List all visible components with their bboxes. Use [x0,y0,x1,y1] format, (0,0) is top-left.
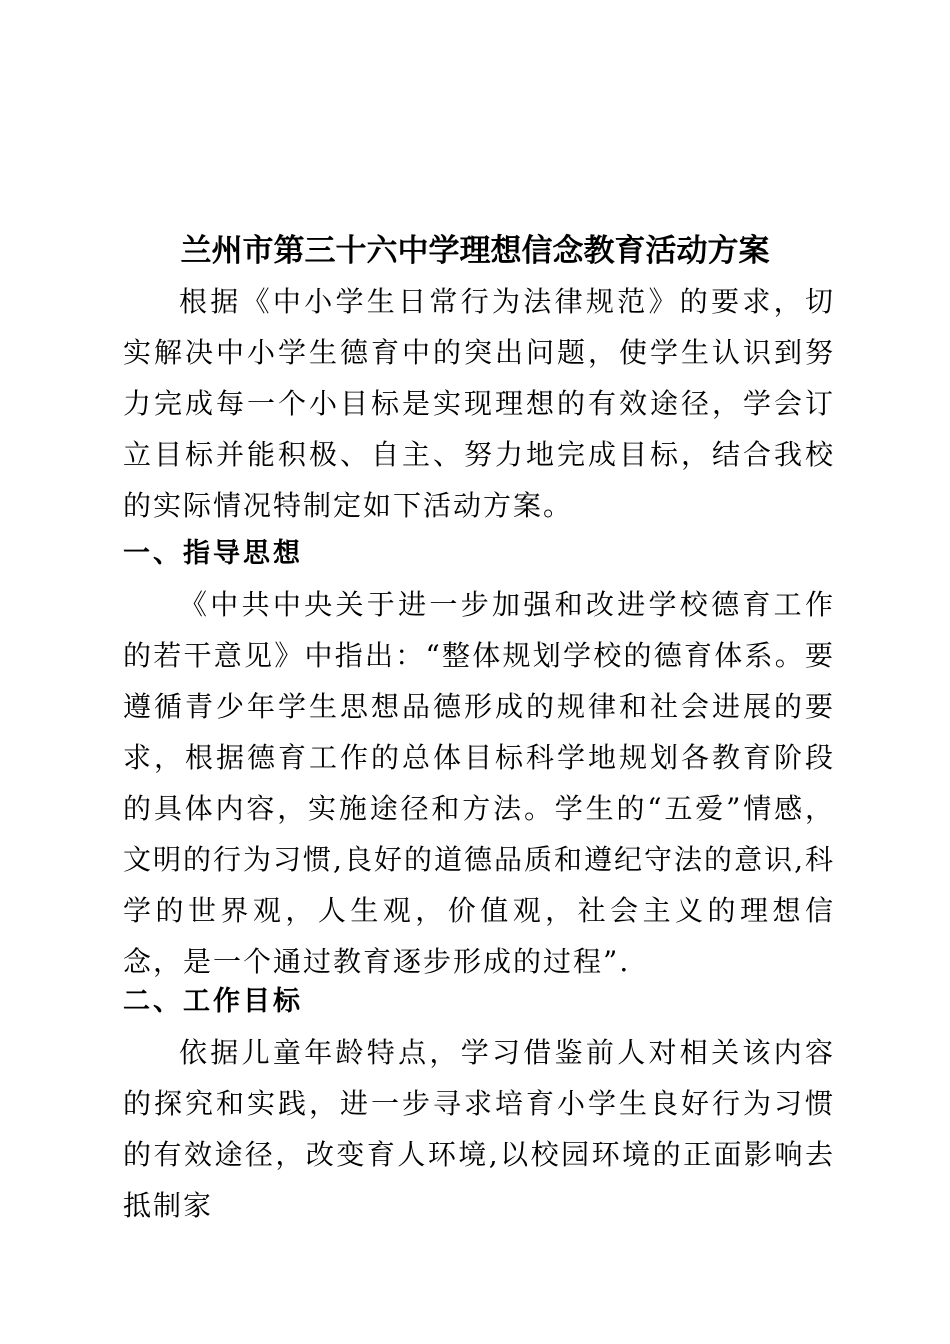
document-title: 兰州市第三十六中学理想信念教育活动方案 [180,233,770,269]
section-heading-guiding-ideology: 一、指导思想 [123,538,303,569]
section-body-guiding-ideology: 《中共中央关于进一步加强和改进学校德育工作的若干意见》中指出：“整体规划学校的德育体系。要遵循青少年学生思想品德形成的规律和社会进展的要求，根据德育工作的总体目标科学地规划各教育阶段的具体内容，实施途径和方法。学生的“五爱”情感，文明的行为习惯,良好的道德品质和遵纪守法的意识,科学的世界观，人生观，价值观，社会主义的理想信念，是一个通过教育逐步形成的过程”. [123,588,835,978]
intro-paragraph: 根据《中小学生日常行为法律规范》的要求，切实解决中小学生德育中的突出问题，使学生认识到努力完成每一个小目标是实现理想的有效途径，学会订立目标并能积极、自主、努力地完成目标，结合我校的实际情况特制定如下活动方案。 [123,285,835,522]
section-body-work-goals: 依据儿童年龄特点，学习借鉴前人对相关该内容的探究和实践，进一步寻求培育小学生良好行为习惯的有效途径，改变育人环境,以校园环境的正面影响去抵制家 [123,1036,835,1222]
section-heading-work-goals: 二、工作目标 [123,986,303,1017]
